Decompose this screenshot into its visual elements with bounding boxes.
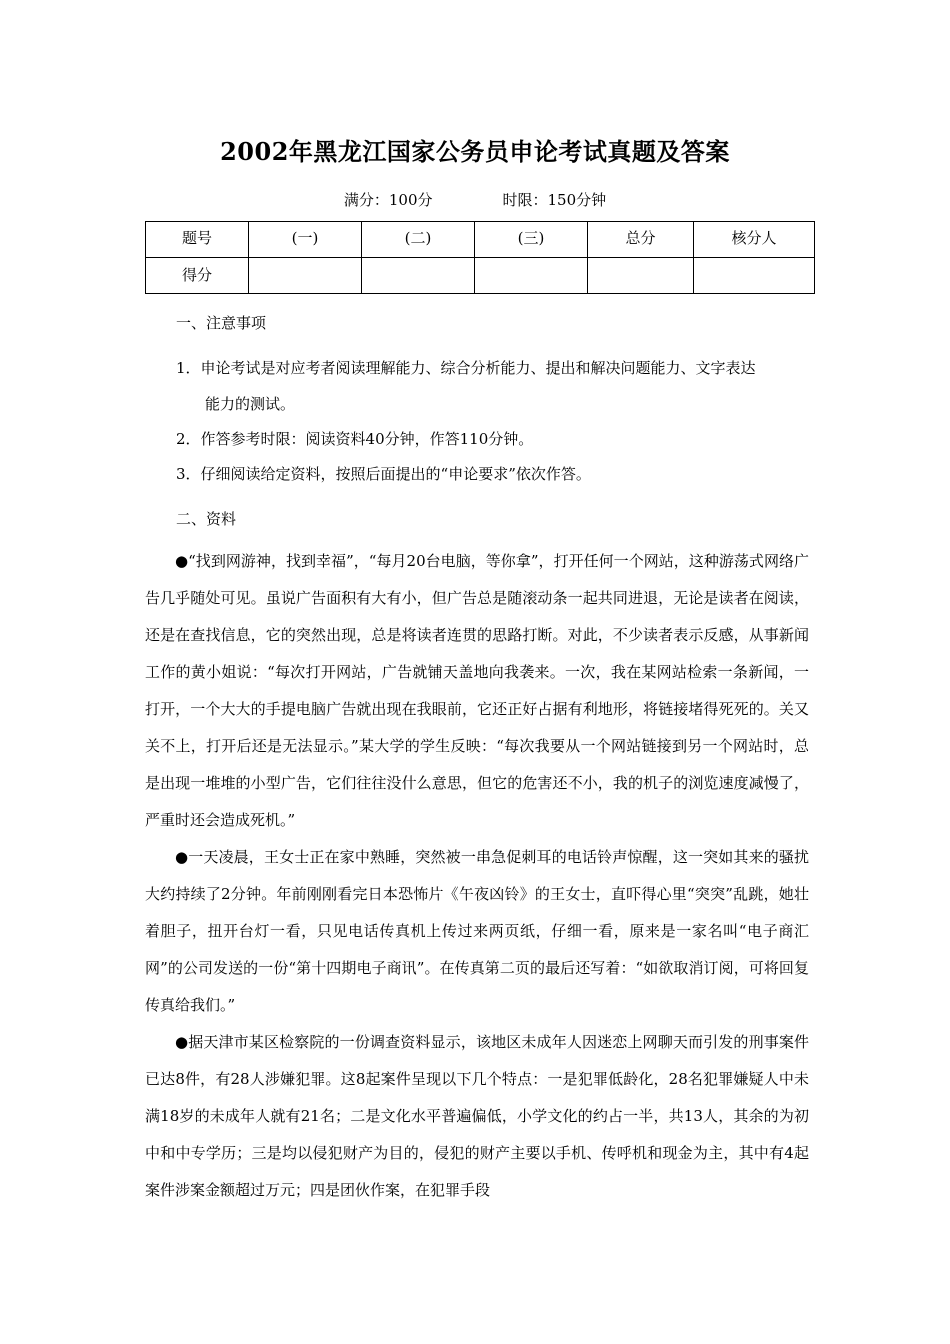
header-cell: 总分: [588, 222, 694, 258]
full-score: 满分：100分: [343, 191, 433, 209]
material-paragraph: ●一天凌晨，王女士正在家中熟睡，突然被一串急促刺耳的电话铃声惊醒，这一突如其来的骚扰大约持续了2分钟。年前刚刚看完日本恐怖片《午夜凶铃》的王女士，直吓得心里“突突”乱跳，她壮着胆子，扭开台灯一看，只见电话传真机上传过来两页纸，仔细一看，原来是一家名叫“电子商汇网”的公司发送的一份“第十四期电子商讯”。在传真第二页的最后还写着：“如欲取消订阅，可将回复传真给我们。”: [145, 848, 809, 1014]
materials-body: [145, 543, 809, 1209]
score-cell: [362, 258, 475, 294]
score-cell: [249, 258, 362, 294]
exam-meta: [0, 189, 950, 210]
score-cell: [475, 258, 588, 294]
note-item-continuation: 能力的测试。: [205, 395, 296, 413]
section-heading-notes: 一、注意事项: [176, 314, 267, 332]
header-cell: 题号: [146, 222, 249, 258]
material-paragraph: ●据天津市某区检察院的一份调查资料显示，该地区未成年人因迷恋上网聊天而引发的刑事案件已达8件，有28人涉嫌犯罪。这8起案件呈现以下几个特点：一是犯罪低龄化，28名犯罪嫌疑人中未满18岁的未成年人就有21名；二是文化水平普遍偏低，小学文化的约占一半，共13人，其余的为初中和中专学历；三是均以侵犯财产为目的，侵犯的财产主要以手机、传呼机和现金为主，其中有4起案件涉案金额超过万元；四是团伙作案，在犯罪手段: [145, 1033, 809, 1199]
document-title: 2002年黑龙江国家公务员申论考试真题及答案: [220, 137, 730, 166]
score-table-header-row: [146, 222, 815, 258]
score-table: [145, 221, 815, 294]
score-table-score-row: [146, 258, 815, 294]
header-cell: (三): [475, 222, 588, 258]
note-item: 3．仔细阅读给定资料，按照后面提出的“申论要求”依次作答。: [176, 465, 591, 483]
header-cell: (一): [249, 222, 362, 258]
score-cell: [588, 258, 694, 294]
time-limit: 时限：150分钟: [502, 191, 607, 209]
note-item: 1．申论考试是对应考者阅读理解能力、综合分析能力、提出和解决问题能力、文字表达: [176, 359, 756, 377]
row-label-cell: 得分: [146, 258, 249, 294]
section-heading-materials: 二、资料: [176, 510, 237, 528]
note-item: 2．作答参考时限：阅读资料40分钟，作答110分钟。: [176, 430, 534, 448]
header-cell: 核分人: [694, 222, 815, 258]
header-cell: (二): [362, 222, 475, 258]
score-cell: [694, 258, 815, 294]
material-paragraph: ●“找到网游神，找到幸福”，“每月20台电脑，等你拿”，打开任何一个网站，这种游荡式网络广告几乎随处可见。虽说广告面积有大有小，但广告总是随滚动条一起共同进退，无论是读者在阅读，还是在查找信息，它的突然出现，总是将读者连贯的思路打断。对此，不少读者表示反感，从事新闻工作的黄小姐说：“每次打开网站，广告就铺天盖地向我袭来。一次，我在某网站检索一条新闻，一打开，一个大大的手提电脑广告就出现在我眼前，它还正好占据有利地形，将链接堵得死死的。关又关不上，打开后还是无法显示。”某大学的学生反映：“每次我要从一个网站链接到另一个网站时，总是出现一堆堆的小型广告，它们往往没什么意思，但它的危害还不小，我的机子的浏览速度减慢了，严重时还会造成死机。”: [145, 552, 809, 829]
